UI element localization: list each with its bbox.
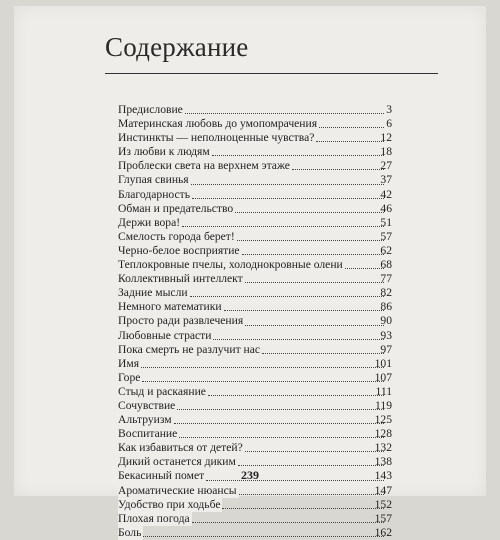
toc-entry	[118, 441, 392, 455]
dot-leader	[185, 113, 384, 114]
toc-entry-title: Материнская любовь до умопомрачения	[118, 117, 318, 131]
dot-leader	[190, 296, 384, 297]
toc-entry-title: Дикий останется диким	[118, 455, 236, 469]
book-page	[14, 6, 486, 539]
dot-leader	[245, 451, 384, 452]
dot-leader	[192, 522, 384, 523]
toc-entry-page: 37	[380, 173, 392, 187]
toc-entry-page: 125	[374, 413, 392, 427]
toc-entry-page: 68	[380, 258, 392, 272]
toc-entry	[118, 511, 392, 526]
toc-entry-title: Теплокровные пчелы, холоднокровные олени	[118, 258, 343, 272]
toc-entry-title: Альтруизм	[118, 413, 172, 427]
dot-leader	[182, 226, 384, 227]
toc-entry	[118, 243, 392, 258]
toc-entry-title: Немного математики	[118, 300, 222, 314]
toc-entry-page: 77	[380, 272, 392, 286]
toc-entry	[118, 398, 392, 413]
toc-entry-title: Любовные страсти	[118, 328, 212, 342]
toc-entry	[118, 201, 392, 216]
toc-entry-page: 93	[380, 328, 392, 342]
toc-entry	[118, 413, 392, 427]
toc-entry-title: Стыд и раскаяние	[118, 384, 206, 398]
toc-entry	[118, 229, 392, 244]
dot-leader	[245, 325, 384, 326]
toc-entry	[118, 215, 392, 230]
toc-entry-title: Предисловие	[118, 103, 183, 116]
toc-entry-title: Проблески света на верхнем этаже	[118, 159, 290, 173]
dot-leader	[245, 282, 384, 283]
toc-entry	[118, 286, 392, 300]
toc-entry-page: 57	[380, 229, 392, 243]
dot-leader	[192, 198, 384, 199]
toc-entry-page: 6	[386, 117, 392, 131]
toc-entry-title: Смелость города берет!	[118, 229, 235, 243]
dot-leader	[242, 254, 384, 255]
toc-entry-title: Из любви к людям	[118, 145, 210, 159]
dot-leader	[213, 339, 384, 340]
toc-entry-title: Боль	[118, 525, 142, 539]
dot-leader	[143, 536, 384, 537]
toc-entry	[118, 384, 392, 399]
dot-leader	[141, 367, 384, 368]
toc-entry-page: 162	[374, 525, 392, 539]
toc-entry	[118, 300, 392, 314]
toc-entry-title: Бекасиный помет	[118, 469, 205, 483]
dot-leader	[222, 508, 384, 509]
toc-entry-page: 27	[380, 159, 392, 173]
toc-entry	[118, 356, 392, 371]
toc-entry-title: Просто ради развлечения	[118, 314, 244, 328]
toc-entry-page: 12	[380, 131, 392, 145]
toc-entry	[118, 145, 392, 159]
toc-entry-page: 18	[380, 145, 392, 159]
toc-entry-page: 138	[374, 455, 392, 469]
toc-entry-page: 152	[374, 497, 392, 511]
page-number: 239	[241, 468, 259, 482]
dot-leader	[177, 409, 384, 410]
toc-entry-title: Черно-белое восприятие	[118, 243, 240, 257]
toc-entry-page: 128	[374, 427, 392, 441]
toc-entry	[118, 187, 392, 202]
toc-entry-page: 132	[374, 441, 392, 455]
toc-entry	[118, 173, 392, 187]
toc-entry-title: Сочувствие	[118, 398, 176, 412]
dot-leader	[224, 310, 384, 311]
toc-entry	[118, 328, 392, 343]
toc-entry-page: 97	[380, 342, 392, 356]
toc-entry-title: Коллективный интеллект	[118, 272, 243, 286]
toc-entry-title: Задние мысли	[118, 286, 188, 300]
toc-entry-page: 3	[386, 103, 392, 116]
toc-entry-title: Пока смерть не разлучит нас	[118, 342, 261, 356]
dot-leader	[235, 212, 384, 213]
toc-entry-title: Воспитание	[118, 427, 178, 441]
toc-entry	[118, 314, 392, 328]
dot-leader	[237, 240, 384, 241]
toc-entry	[118, 117, 392, 131]
toc-entry-title: Держи вора!	[118, 215, 181, 229]
title-rule	[105, 73, 438, 74]
toc-entry-page: 119	[375, 398, 392, 412]
toc-entry	[118, 525, 392, 540]
toc-entry-page: 62	[380, 243, 392, 257]
dot-leader	[212, 155, 384, 156]
toc-entry	[118, 131, 392, 145]
toc-entry-title: Горе	[118, 370, 141, 384]
page-title: Содержание	[105, 32, 249, 62]
toc-entry-page: 143	[374, 469, 392, 483]
dot-leader	[208, 395, 384, 396]
dot-leader	[262, 353, 384, 354]
toc-entry-title: Имя	[118, 356, 140, 370]
toc-entry-page: 82	[380, 286, 392, 300]
dot-leader	[238, 465, 384, 466]
toc-entry	[118, 483, 392, 498]
toc-entry-page: 46	[380, 201, 392, 215]
toc-entry-page: 107	[374, 370, 392, 384]
dot-leader	[179, 437, 384, 438]
toc-entry	[118, 272, 392, 286]
toc-entry	[118, 370, 392, 385]
toc-entry-page: 90	[380, 314, 392, 328]
toc-entry	[118, 159, 392, 173]
toc-entry-page: 101	[374, 356, 392, 370]
toc-entry-page: 86	[380, 300, 392, 314]
toc-entry-page: 111	[375, 384, 392, 398]
toc-entry-title: Благодарность	[118, 187, 190, 201]
toc-entry	[118, 258, 392, 272]
toc-entry-page: 147	[374, 483, 392, 497]
toc-entry-title: Обман и предательство	[118, 201, 234, 215]
dot-leader	[191, 184, 384, 185]
toc-entry-title: Ароматические нюансы	[118, 483, 237, 497]
toc-entry-page: 157	[374, 511, 392, 525]
toc-entry-title: Плохая погода	[118, 511, 190, 525]
toc-entry	[118, 427, 392, 441]
toc-entry-title: Инстинкты — неполноценные чувства?	[118, 131, 315, 145]
dot-leader	[142, 381, 384, 382]
toc-entry-title: Как избавиться от детей?	[118, 441, 243, 455]
dot-leader	[239, 494, 384, 495]
toc-entry-title: Глупая свинья	[118, 173, 189, 187]
toc-entry-page: 42	[380, 187, 392, 201]
toc-entry-page: 51	[380, 215, 392, 229]
toc-entry	[118, 342, 392, 357]
toc-entry-title: Удобство при ходьбе	[118, 497, 221, 511]
toc-entry	[118, 103, 392, 117]
dot-leader	[174, 423, 384, 424]
